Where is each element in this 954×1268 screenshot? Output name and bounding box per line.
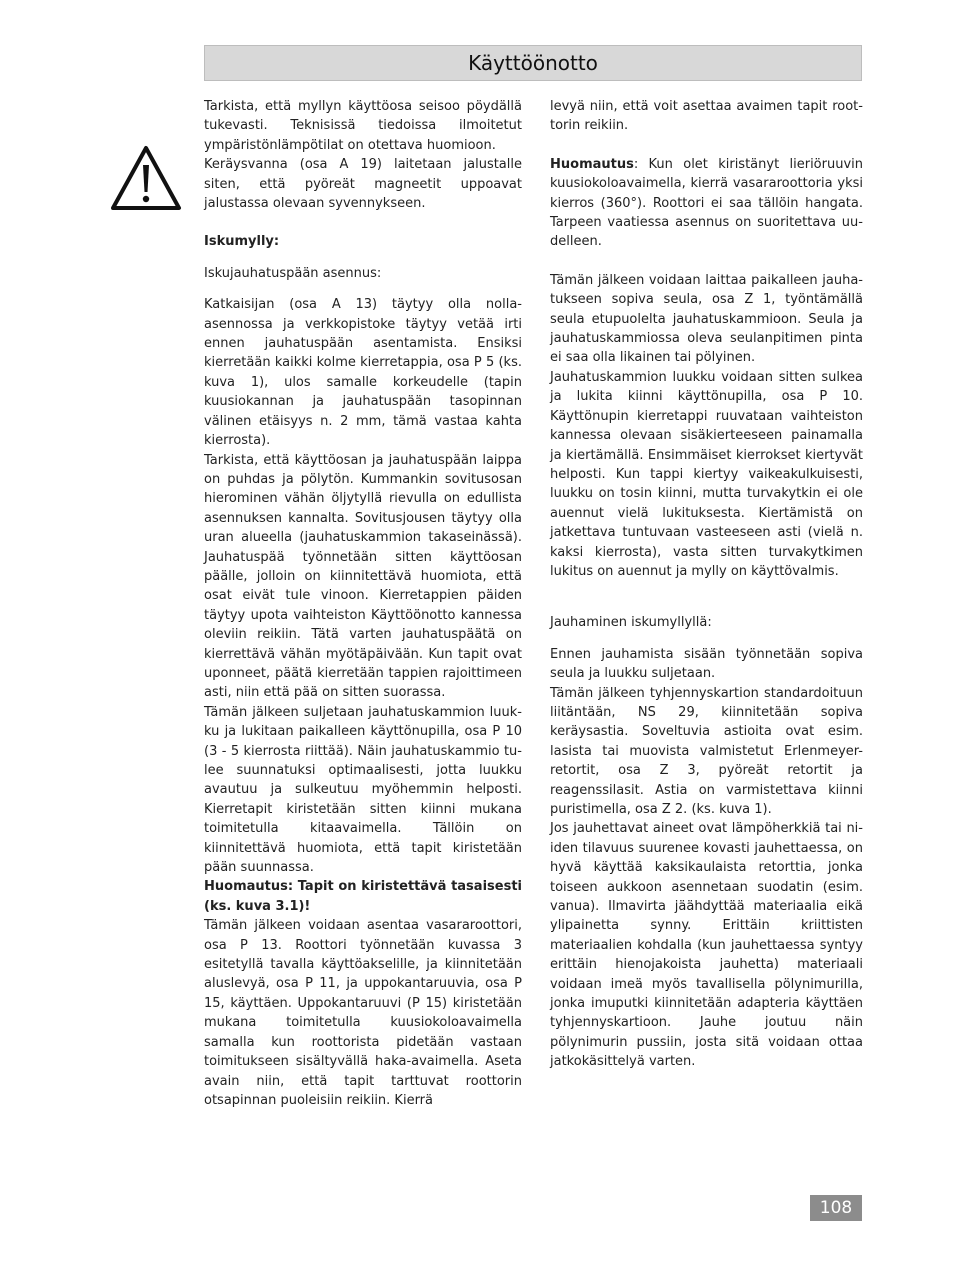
- note-bold: Huomautus: Tapit on kiristettävä tasaisesti (ks. kuva 3.1)!: [204, 879, 522, 914]
- right-column: [550, 97, 863, 1072]
- note-paragraph: [550, 155, 863, 252]
- subheading-assembly: Iskujauhatuspään asennus:: [204, 265, 382, 281]
- page-number: 108: [810, 1195, 862, 1221]
- left-column: [204, 97, 522, 1110]
- rotor-continuation: levyä niin, että voit asettaa avaimen tapit roottorin reikiin.: [550, 99, 863, 134]
- spacer: [550, 581, 863, 613]
- intro-paragraph-1: Tarkista, että myllyn käyttöosa seisoo pöydällä tukevasti. Teknisissä tiedoissa ilmoitetut ympäristönlämpötilat on otettava huomioon.: [204, 99, 522, 153]
- lid-paragraph: Jauhatuskammion luukku voidaan sitten sulkea ja lukita kiinni käyttönupilla, osa P 10. Käyttönupin kierretappi ruuvataan vaihteiston kannessa olevaan sisäkierteeseen painamalla ja kiertämällä. Ensimmäiset kierrokset kiertyvät helposti. Kun tappi kiertyy vaikeakulkuisesti, luukku on tosin kiinni, mutta turvakytkin ei ole auennut vielä lukituksesta. Kiertämistä on jatkettava tuntuvaan vasteeseen asti (vielä n. kaksi kierrosta), vasta sitten turvakytkimen lukitus on auennut ja mylly on käyttövalmis.: [550, 369, 863, 579]
- warning-triangle-icon: [110, 145, 182, 211]
- subheading-grinding: Jauhaminen iskumyllyllä:: [550, 615, 712, 631]
- section-heading-iskumylly: Iskumylly:: [204, 234, 280, 250]
- grinding-paragraph-3: Jos jauhettavat aineet ovat lämpöherkkiä tai niiden tilavuus suurenee kovasti jauhettaessa, on hyvä käyttää kaksikaulaista retorttia, jonka toiseen aukkoon asennetaan suodatin (esim. vanua). Ilmavirta jäähdyttää materiaalia eikä ylipainetta synny. Erittäin kriittisten materiaalien kohdalla (kun jauhettaessa syntyy erittäin hienojakoista jauhetta) materiaali voidaan imeä myös tavallisella pölynimurilla, jonka imuputki kiinnitetään adapteria käyttäen tyhjennyskartioon. Jauhe joutuu näin pölynimurin pussiin, josta sitä voidaan ottaa jatkokäsittelyä varten.: [550, 821, 863, 1070]
- sieve-paragraph: Tämän jälkeen voidaan laittaa paikalleen jauhatukseen sopiva seula, osa Z 1, työntämällä seula etupuolelta jauhatuskammioon. Seula ja jauhatuskammiossa oleva seulanpitimen pinta ei saa olla likainen tai pölyinen.: [550, 272, 863, 366]
- rotor-paragraph: Tämän jälkeen voidaan asentaa vasararoottori, osa P 13. Roottori työnnetään kuvassa 3 esitetyllä tavalla käyttöakselille, ja kiinnitetään aluslevyä, osa P 11, ja uppokantaruuvia, osa P 15, käyttäen. Uppokantaruuvi (P 15) kiristetään mukana toimitetulla kuusiokoloavaimella samalla kun roottorista pidetään vastaan toimitukseen sisältyvällä haka-avaimella. Aseta avain niin, että tapit tarttuvat roottorin otsapinnan puoleisiin reikiin. Kierrä: [204, 918, 522, 1108]
- page-title-text: Käyttöönotto: [468, 51, 598, 75]
- assembly-paragraph-3: Tämän jälkeen suljetaan jauhatuskammion luukku ja lukitaan paikalleen käyttönupilla, osa P 10 (3 - 5 kierrosta riittää). Näin jauhatuskammio tulee suunnatuksi optimaalisesti, jotta luukku avautuu ja sulkeutuu myöhemmin helposti. Kierretapit kiristetään sitten kiinni mukana toimitetulla kitaavaimella. Tällöin on kiinnitettävä huomiota, että tapit kiristetään pään suunnassa.: [204, 704, 522, 876]
- note-text: : Kun olet kiristänyt lieriöruuvin kuusiokoloavaimella, kierrä vasararoottoria yksi kierros (360°). Roottori ei saa tällöin hangata. Tarpeen vaatiessa asennus on suoritettava uudelleen.: [550, 156, 863, 250]
- assembly-paragraph-2: Tarkista, että käyttöosan ja jauhatuspään laippa on puhdas ja pölytön. Kummankin sovitusosan hierominen vähän öljytyllä rievulla on edullista asennuksen kannalta. Sovitusjousen täytyy olla uran alueella (jauhatuskammion takaseinässä). Jauhatuspää työnnetään sitten käyttöosan päälle, jolloin on kiinnitettävä huomiota, että osat eivät tule vinoon. Kierretappien päiden täytyy upota vaihteiston Käyttöönotto kannessa oleviin reikiin. Tätä varten jauhatuspäätä on kierrettävä vähän myötäpäivään. Kun tapit ovat uponneet, päätä kierretään tappien rajoittimeen asti, niin että pää on sitten suorassa.: [204, 452, 522, 701]
- intro-paragraph-2: Keräysvanna (osa A 19) laitetaan jalustalle siten, että pyöreät magneetit uppoavat jalustassa olevaan syvennykseen.: [204, 157, 522, 212]
- assembly-paragraph-1: Katkaisijan (osa A 13) täytyy olla nolla-asennossa ja verkkopistoke täytyy vetää irti ennen jauhatuspään asentamista. Ensiksi kierretään kaikki kolme kierretappia, osa P 5 (ks. kuva 1), ulos samalle korkeudelle (tapin kuusiokannan ja jauhatuspään tasopinnan välinen etäisyys n. 2 mm, tämä vastaa kahta kierrosta).: [204, 297, 522, 449]
- grinding-paragraph-2: Tämän jälkeen tyhjennyskartion standardoituun liitäntään, NS 29, kiinnitetään sopiva keräysastia. Soveltuvia astioita ovat esim. lasista tai muovista valmistetut Erlenmeyer-retortit, osa Z 3, pyöreät retortit ja reagenssilasit. Astia on varmistettava kiinni puristimella, osa Z 2. (ks. kuva 1).: [550, 685, 863, 817]
- note-label: Huomautus: [550, 156, 634, 172]
- page-title: [204, 45, 862, 81]
- grinding-paragraph-1: Ennen jauhamista sisään työnnetään sopiva seula ja luukku suljetaan.: [550, 646, 863, 682]
